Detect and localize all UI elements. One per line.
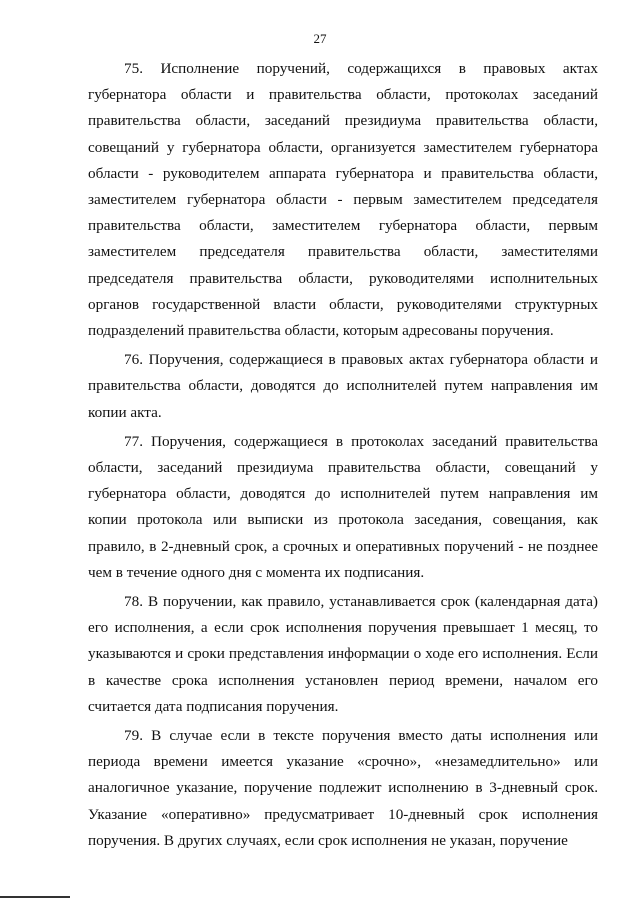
page-number: 27 [313, 31, 327, 46]
paragraph-76: 76. Поручения, содержащиеся в правовых актах губернатора области и правительства области, доводятся до исполнителей путем направления им копии акта. [88, 351, 598, 421]
paragraph-78: 78. В поручении, как правило, устанавливается срок (календарная дата) его исполнения, а если срок исполнения поручения превышает 1 месяц, то указываются и сроки представления информации о ходе его исполнения. Если в качестве срока исполнения установлен период времени, началом его считается дата подписания поручения. [88, 593, 598, 715]
scan-artifact-line [0, 896, 70, 898]
paragraph-79: 79. В случае если в тексте поручения вместо даты исполнения или периода времени имеется указание «срочно», «незамедлительно» или аналогичное указание, поручение подлежит исполнению в 3-дневный срок. Указание «оперативно» предусматривает 10-дневный срок исполнения поручения. В других случаях, если срок исполнения не указан, поручение [88, 727, 598, 849]
document-body [88, 56, 598, 857]
paragraph-75: 75. Исполнение поручений, содержащихся в правовых актах губернатора области и правительства области, протоколах заседаний правительства области, заседаний президиума правительства области, совещаний у губернатора области, организуется заместителем губернатора области - руководителем аппарата губернатора и правительства области, заместителем губернатора области - первым заместителем председателя правительства области, заместителем губернатора области, первым заместителем председателя правительства области, заместителями председателя правительства области, руководителями исполнительных органов государственной власти области, руководителями структурных подразделений правительства области, которым адресованы поручения. [88, 60, 598, 340]
paragraph-77: 77. Поручения, содержащиеся в протоколах заседаний правительства области, заседаний президиума правительства области, совещаний у губернатора области, доводятся до исполнителей путем направления им копии протокола или выписки из протокола заседания, совещания, как правило, в 2-дневный срок, а срочных и оперативных поручений - не позднее чем в течение одного дня с момента их подписания. [88, 432, 598, 581]
